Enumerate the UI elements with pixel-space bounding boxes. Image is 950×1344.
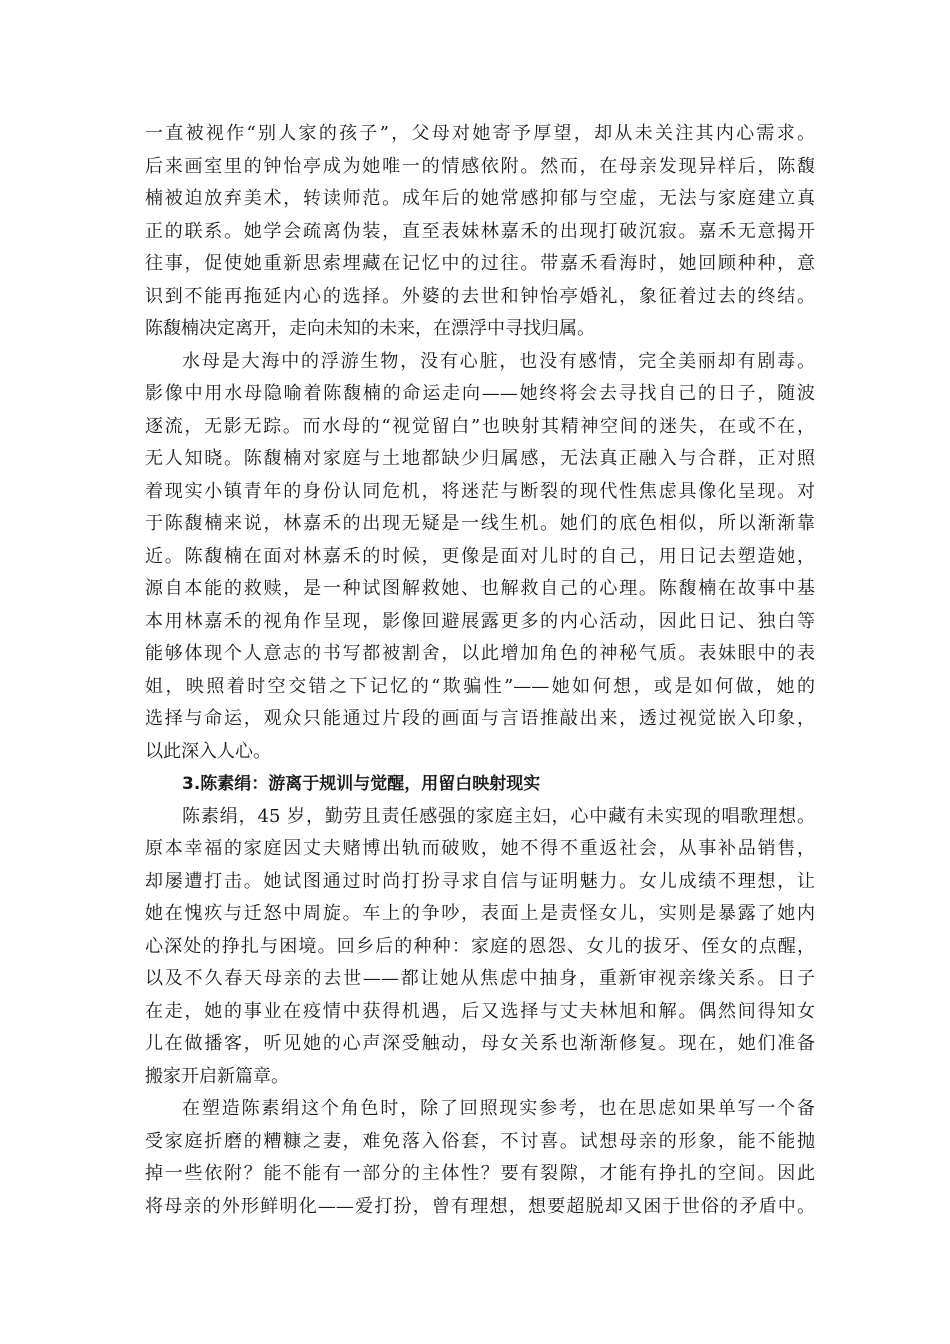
- text-line: 影像中用水母隐喻着陈馥楠的命运走向——她终将会去寻找自己的日子，随波: [145, 383, 815, 404]
- text-line: 本用林嘉禾的视角作呈现，影像回避展露更多的内心活动，因此日记、独白等: [145, 610, 815, 632]
- text-line: 在走，她的事业在疫情中获得机遇，后又选择与丈夫林旭和解。偶然间得知女: [145, 1000, 815, 1022]
- text-line: 正的联系。她学会疏离伪装，直至表妹林嘉禾的出现打破沉寂。嘉禾无意揭开: [145, 220, 815, 242]
- text-line: 楠被迫放弃美术，转读师范。成年后的她常感抑郁与空虚，无法与家庭建立真: [145, 188, 815, 209]
- text-line: 源自本能的救赎，是一种试图解救她、也解救自己的心理。陈馥楠在故事中基: [145, 578, 815, 599]
- text-line: 往事，促使她重新思索埋藏在记忆中的过往。带嘉禾看海时，她回顾种种，意: [145, 253, 815, 274]
- text-line: 后来画室里的钟怡亭成为她唯一的情感依附。然而，在母亲发现异样后，陈馥: [145, 155, 815, 177]
- paragraph-mother-image: [145, 1093, 815, 1223]
- text-line: 逐流，无影无踪。而水母的“视觉留白”也映射其精神空间的迷失，在或不在，: [145, 415, 815, 437]
- text-line: 原本幸福的家庭因丈夫赌博出轨而破败，她不得不重返社会，从事补品销售，: [145, 838, 815, 859]
- paragraph-continued: [145, 118, 815, 346]
- text-line: 近。陈馥楠在面对林嘉禾的时候，更像是面对儿时的自己，用日记去塑造她，: [145, 545, 815, 567]
- text-line: 识到不能再拖延内心的选择。外婆的去世和钟怡亭婚礼，象征着过去的终结。: [145, 285, 815, 307]
- text-line: 能够体现个人意志的书写都被割舍，以此增加角色的神秘气质。表妹眼中的表: [145, 643, 815, 664]
- text-line: 水母是大海中的浮游生物，没有心脏，也没有感情，完全美丽却有剧毒。: [182, 350, 815, 372]
- text-line: 却屡遭打击。她试图通过时尚打扮寻求自信与证明魅力。女儿成绩不理想，让: [145, 870, 815, 892]
- text-line: 于陈馥楠来说，林嘉禾的出现无疑是一线生机。她们的底色相似，所以渐渐靠: [145, 513, 815, 534]
- text-line: 姐，映照着时空交错之下记忆的“欺骗性”——她如何想，或是如何做，她的: [145, 675, 815, 697]
- text-line: 无人知晓。陈馥楠对家庭与土地都缺少归属感，无法真正融入与合群，正对照: [145, 448, 815, 469]
- text-line: 将母亲的外形鲜明化——爱打扮，曾有理想，想要超脱却又困于世俗的矛盾中。: [145, 1195, 815, 1217]
- document-body: [145, 118, 815, 1223]
- text-line: 她在愧疚与迁怒中周旋。车上的争吵，表面上是责怪女儿，实则是暴露了她内: [145, 903, 815, 924]
- text-line: 受家庭折磨的糟糠之妻，难免落入俗套，不讨喜。试想母亲的形象，能不能抛: [145, 1130, 815, 1152]
- text-line: 以及不久春天母亲的去世——都让她从焦虑中抽身，重新审视亲缘关系。日子: [145, 968, 815, 989]
- text-line: 陈素绢，45 岁，勤劳且责任感强的家庭主妇，心中藏有未实现的唱歌理想。: [182, 805, 815, 827]
- text-line: 搬家开启新篇章。: [145, 1065, 289, 1087]
- section-heading: 3.陈素绢：游离于规训与觉醒，用留白映射现实: [182, 774, 541, 794]
- text-line: 儿在做播客，听见她的心声深受触动，母女关系也渐渐修复。现在，她们准备: [145, 1033, 815, 1054]
- text-line: 陈馥楠决定离开，走向未知的未来，在漂浮中寻找归属。: [145, 318, 595, 339]
- text-line: 在塑造陈素绢这个角色时，除了回照现实参考，也在思虑如果单写一个备: [182, 1098, 815, 1119]
- paragraph-chen-sujuan: [145, 801, 815, 1094]
- text-line: 掉一些依附？能不能有一部分的主体性？要有裂隙，才能有挣扎的空间。因此: [145, 1163, 815, 1184]
- text-line: 心深处的挣扎与困境。回乡后的种种：家庭的恩怨、女儿的拔牙、侄女的点醒，: [145, 935, 815, 957]
- text-line: 一直被视作“别人家的孩子”，父母对她寄予厚望，却从未关注其内心需求。: [145, 123, 815, 144]
- text-line: 着现实小镇青年的身份认同危机，将迷茫与断裂的现代性焦虑具像化呈现。对: [145, 480, 815, 502]
- text-line: 选择与命运，观众只能通过片段的画面与言语推敲出来，透过视觉嵌入印象，: [145, 708, 815, 729]
- paragraph-jellyfish: [145, 346, 815, 769]
- text-line: 以此深入人心。: [145, 740, 271, 762]
